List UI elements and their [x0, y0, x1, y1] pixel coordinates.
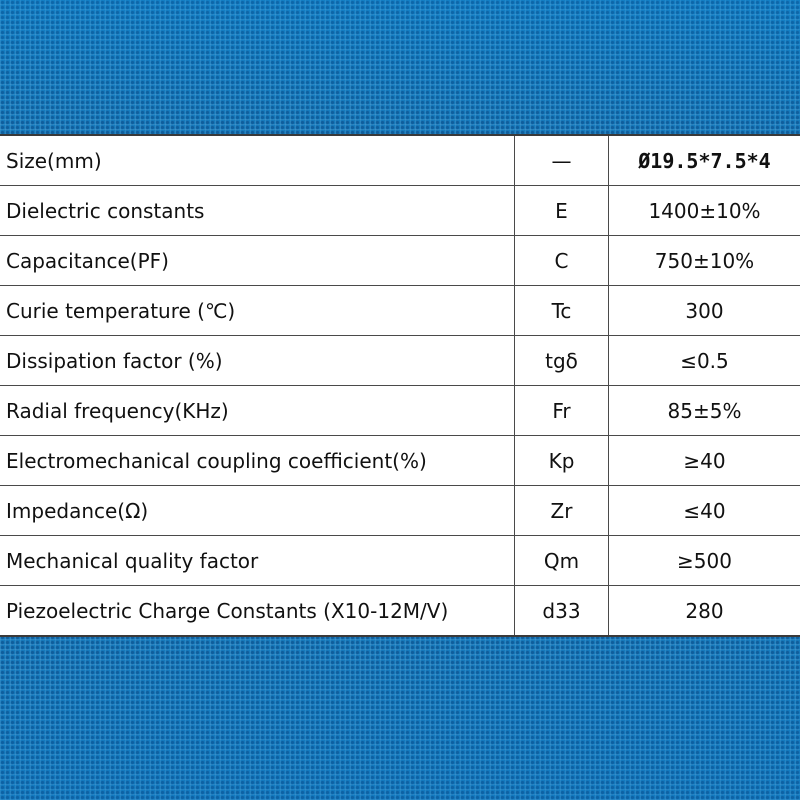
parameter-cell: Piezoelectric Charge Constants (X10-12M/V) — [0, 586, 515, 637]
value-cell: 750±10% — [609, 236, 800, 286]
parameter-cell: Curie temperature (℃) — [0, 286, 515, 336]
value-cell: 85±5% — [609, 386, 800, 436]
symbol-cell: d33 — [515, 586, 609, 637]
value-cell: 280 — [685, 598, 724, 623]
parameter-cell: Capacitance(PF) — [0, 236, 515, 286]
fabric-background-bottom — [0, 637, 800, 800]
table-row — [0, 135, 800, 186]
value-cell: ≥40 — [609, 436, 800, 486]
value-cell: Ø19.5*7.5*4 — [609, 135, 800, 186]
parameter-cell: Size(mm) — [0, 135, 515, 186]
table-row — [0, 436, 800, 486]
table-row — [0, 186, 800, 236]
symbol-cell: Fr — [515, 386, 609, 436]
table-row — [0, 586, 800, 637]
symbol-cell: Kp — [515, 436, 609, 486]
symbol-cell: Tc — [515, 286, 609, 336]
parameter-cell: Dissipation factor (%) — [0, 336, 515, 386]
symbol-cell: — — [515, 135, 609, 186]
table-row — [0, 286, 800, 336]
symbol-cell: E — [515, 186, 609, 236]
symbol-cell: tgδ — [515, 336, 609, 386]
symbol-cell: C — [515, 236, 609, 286]
symbol-cell: Qm — [515, 536, 609, 586]
value-cell: ≤0.5 — [609, 336, 800, 386]
parameter-cell: Dielectric constants — [0, 186, 515, 236]
value-cell: 300 — [609, 286, 800, 336]
table-row — [0, 336, 800, 386]
symbol-cell: Zr — [515, 486, 609, 536]
value-cell: ≤40 — [609, 486, 800, 536]
table-row — [0, 386, 800, 436]
parameter-cell: Mechanical quality factor — [0, 536, 515, 586]
parameter-cell: Impedance(Ω) — [0, 486, 515, 536]
parameter-cell: Radial frequency(KHz) — [0, 386, 515, 436]
table-row — [0, 236, 800, 286]
table-row — [0, 536, 800, 586]
value-cell: 1400±10% — [609, 186, 800, 236]
table-row — [0, 486, 800, 536]
fabric-background-top — [0, 0, 800, 134]
value-cell: ≥500 — [609, 536, 800, 586]
specification-table — [0, 134, 800, 637]
parameter-cell: Electromechanical coupling coefficient(%) — [0, 436, 515, 486]
